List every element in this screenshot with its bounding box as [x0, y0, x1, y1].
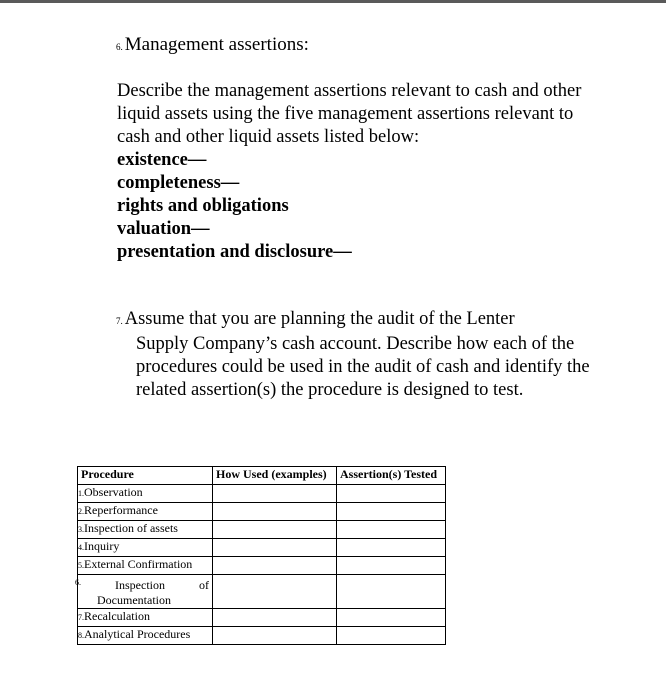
how-used-cell[interactable] — [213, 557, 337, 575]
table-row — [78, 627, 446, 645]
question-7-first-line: 7. Assume that you are planning the audit of the Lenter — [116, 309, 515, 329]
question-6-number: 6. — [116, 42, 123, 52]
table-row — [78, 575, 446, 609]
question-6-title: Management assertions: — [124, 34, 309, 55]
question-6-body — [117, 80, 597, 264]
table-header-row — [78, 467, 446, 485]
procedure-cell: 3.Inspection of assets — [78, 521, 213, 539]
assertion-completeness: completeness— — [117, 173, 240, 193]
how-used-cell[interactable] — [213, 539, 337, 557]
assertion-cell[interactable] — [337, 557, 446, 575]
assertion-presentation-disclosure: presentation and disclosure— — [117, 242, 352, 262]
assertion-valuation: valuation— — [117, 219, 210, 239]
assertion-cell[interactable] — [337, 609, 446, 627]
question-6-intro: Describe the management assertions relevant to cash and other liquid assets using the five management assertions relevant to cash and other liquid assets listed below: — [117, 81, 582, 147]
procedure-cell: 4.Inquiry — [78, 539, 213, 557]
assertion-existence: existence— — [117, 150, 207, 170]
procedure-cell: 1.Observation — [78, 485, 213, 503]
assertion-cell[interactable] — [337, 627, 446, 645]
how-used-cell[interactable] — [213, 503, 337, 521]
assertion-cell[interactable] — [337, 539, 446, 557]
question-7-number: 7. — [116, 316, 123, 326]
question-6-heading — [116, 34, 309, 56]
table-row — [78, 539, 446, 557]
header-assertions-tested: Assertion(s) Tested — [337, 467, 446, 485]
header-procedure: Procedure — [78, 467, 213, 485]
question-7 — [116, 308, 596, 402]
header-how-used: How Used (examples) — [213, 467, 337, 485]
assertion-cell[interactable] — [337, 503, 446, 521]
table-row — [78, 521, 446, 539]
assertion-rights-obligations: rights and obligations — [117, 196, 289, 216]
procedure-cell: 5.External Confirmation — [78, 557, 213, 575]
how-used-cell[interactable] — [213, 575, 337, 609]
table-row — [78, 485, 446, 503]
procedure-table — [77, 466, 446, 645]
how-used-cell[interactable] — [213, 627, 337, 645]
how-used-cell[interactable] — [213, 609, 337, 627]
how-used-cell[interactable] — [213, 485, 337, 503]
top-border — [0, 0, 666, 3]
table-row — [78, 609, 446, 627]
question-7-text: Supply Company’s cash account. Describe how each of the procedures could be used in the audit of cash and identify the related assertion(s) the procedure is designed to test. — [136, 334, 590, 400]
procedure-cell: 8.Analytical Procedures — [78, 627, 213, 645]
procedure-cell: 7.Recalculation — [78, 609, 213, 627]
assertion-cell[interactable] — [337, 575, 446, 609]
how-used-cell[interactable] — [213, 521, 337, 539]
procedure-cell: 2.Reperformance — [78, 503, 213, 521]
table-row — [78, 557, 446, 575]
assertion-cell[interactable] — [337, 521, 446, 539]
assertion-cell[interactable] — [337, 485, 446, 503]
table-row — [78, 503, 446, 521]
procedure-cell: 6. Inspection of Documentation — [78, 575, 213, 609]
